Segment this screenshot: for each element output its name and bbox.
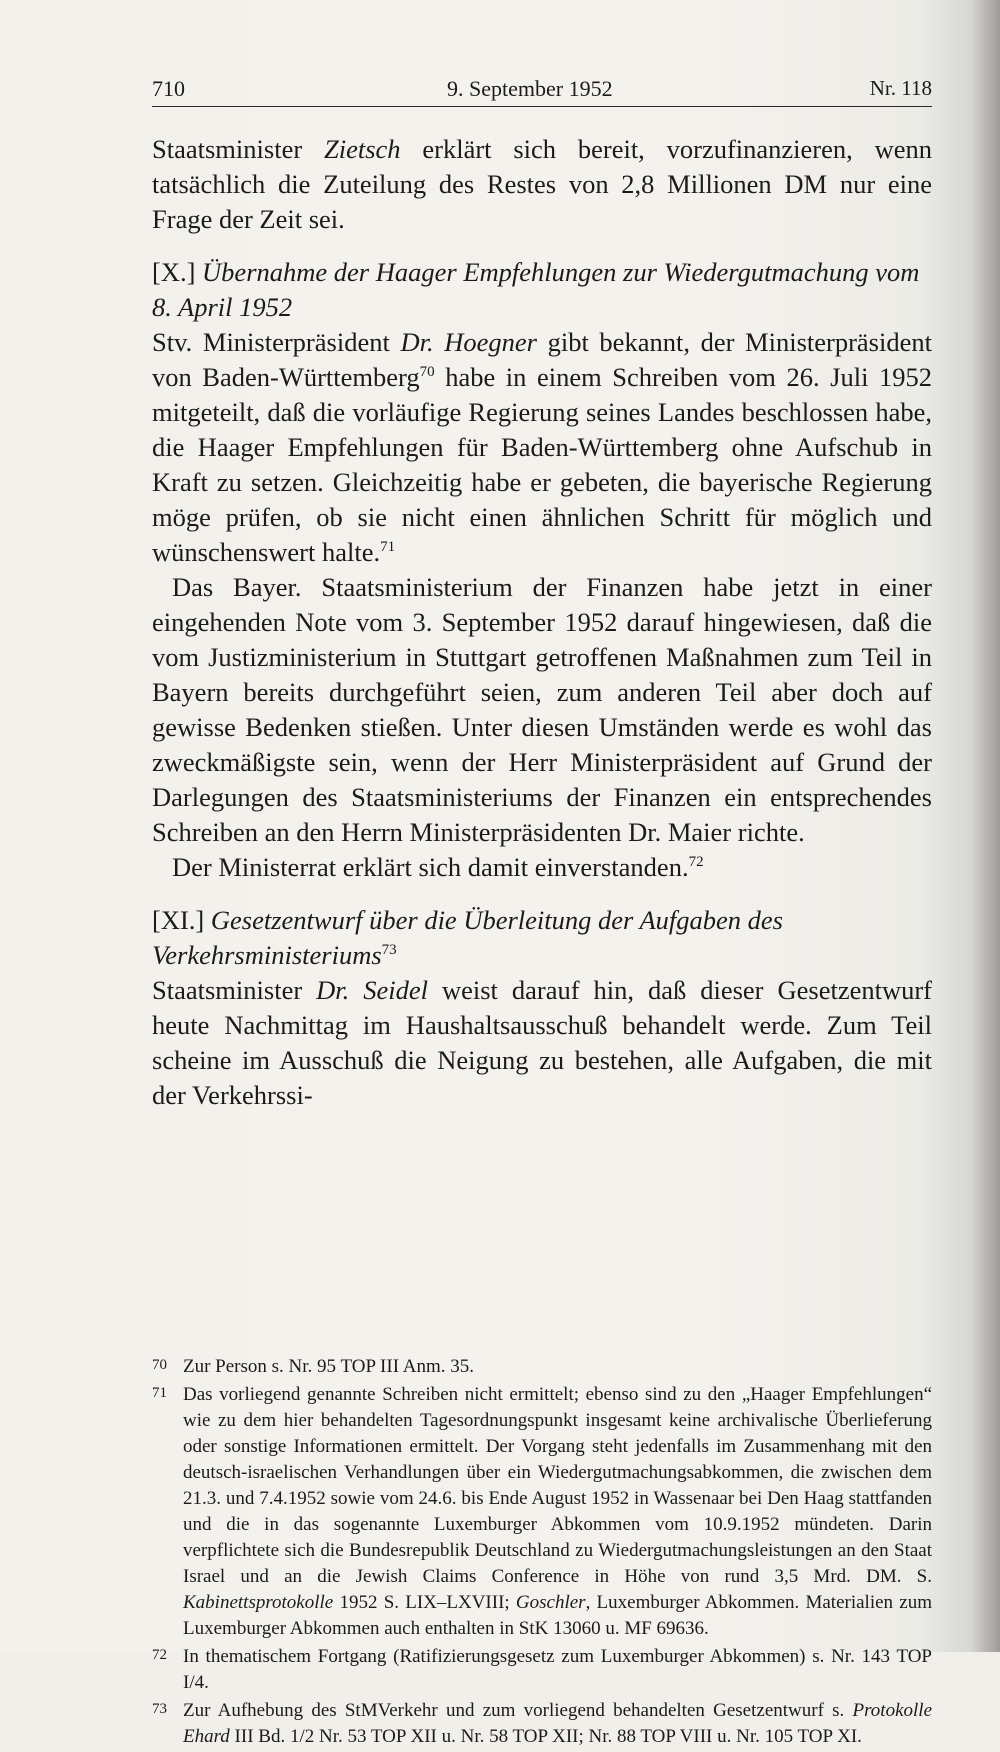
footnote-citation: Protokolle Ehard [183, 1700, 932, 1747]
text-run: Stv. Ministerpräsident [152, 327, 401, 357]
footnotes [152, 1354, 932, 1752]
page-number: 710 [152, 76, 185, 101]
text-run: erklärt sich bereit, vorzufinanzieren, wenn tatsächlich die Zuteilung des Restes von 2,8 Millionen DM nur eine Frage der Zeit sei. [152, 134, 932, 234]
agenda-title: Übernahme der Haager Empfehlungen zur Wiedergutmachung vom 8. April 1952 [152, 257, 920, 322]
footnote-number: 73 [152, 1701, 167, 1717]
footnote-citation: Goschler [515, 1592, 586, 1613]
person-name: Dr. Hoegner [400, 327, 537, 357]
footnote-ref[interactable]: 70 [419, 364, 435, 381]
footnote-70 [152, 1354, 932, 1380]
text-run: weist darauf hin, daß dieser Gesetzentwurf heute Nachmittag im Haushaltsausschuß behandelt werde. Zum Teil scheine im Ausschuß die Neigung zu bestehen, alle Aufgaben, die mit der Verkehrssi- [152, 975, 932, 1110]
person-name: Dr. Seidel [316, 975, 428, 1005]
footnote-ref[interactable]: 71 [380, 539, 396, 556]
main-text [152, 132, 932, 1113]
footnote-text: In thematischem Fortgang (Ratifizierungsgesetz zum Luxemburger Abkommen) s. Nr. 143 TOP I/4. [183, 1646, 932, 1693]
paragraph-agreement [152, 850, 932, 885]
header-document-number: Nr. 118 [869, 76, 932, 100]
footnote-ref[interactable]: 72 [688, 854, 704, 871]
footnote-number: 71 [152, 1385, 167, 1401]
footnote-text: Zur Person s. Nr. 95 TOP III Anm. 35. [183, 1356, 474, 1377]
footnote-73 [152, 1698, 932, 1750]
running-header [152, 70, 932, 110]
footnote-text: , Luxemburger Abkommen. Materialien zum Luxemburger Abkommen auch enthalten in StK 13060 u. MF 69636. [183, 1592, 932, 1639]
footnote-text: 1952 S. LIX–LXVIII; [333, 1592, 516, 1613]
paragraph-hoegner [152, 325, 932, 570]
paragraph-zietsch [152, 132, 932, 237]
footnote-number: 70 [152, 1357, 167, 1373]
footnote-ref[interactable]: 73 [381, 942, 397, 959]
paragraph-finance-ministry: Das Bayer. Staatsministerium der Finanzen habe jetzt in einer eingehenden Note vom 3. September 1952 darauf hingewiesen, daß die vom Justizministerium in Stuttgart getroffenen Maßnahmen zum Teil in Bayern bereits durchgeführt seien, zum anderen Teil aber doch auf gewisse Bedenken stießen. Unter diesen Umständen werde es wohl das zweckmäßigste sein, wenn der Herr Ministerpräsident auf Grund der Darlegungen des Staatsministeriums der Finanzen ein entsprechendes Schreiben an den Herrn Ministerpräsidenten Dr. Maier richte. [152, 572, 932, 847]
agenda-number: [X.] [152, 257, 196, 287]
agenda-heading-xi [152, 903, 932, 973]
footnote-text: III Bd. 1/2 Nr. 53 TOP XII u. Nr. 58 TOP XII; Nr. 88 TOP VIII u. Nr. 105 TOP XI. [229, 1726, 862, 1747]
text-run: habe in einem Schreiben vom 26. Juli 1952 mitgeteilt, daß die vorläufige Regierung seines Landes beschlossen habe, die Haager Empfehlungen für Baden-Württemberg ohne Aufschub in Kraft zu setzen. Gleichzeitig habe er gebeten, die bayerische Regierung möge prüfen, ob sie nicht einen ähnlichen Schritt für möglich und wünschenswert halte. [152, 362, 932, 567]
person-name: Zietsch [323, 134, 401, 164]
text-run: Staatsminister [152, 975, 317, 1005]
paragraph-seidel [152, 973, 932, 1113]
footnote-text: Das vorliegend genannte Schreiben nicht ermittelt; ebenso sind zu den „Haager Empfehlungen“ wie zu dem hier behandelten Tagesordnungspunkt insgesamt keine archivalische Überlieferung oder sonstige Informationen ermittelt. Der Vorgang steht jedenfalls im Zusammenhang mit den deutsch-israelischen Verhandlungen über ein Wiedergutmachungsabkommen, die zwischen dem 21.3. und 7.4.1952 sowie vom 24.6. bis Ende August 1952 in Wassenaar bei Den Haag stattfanden und die in das sogenannte Luxemburger Abkommen vom 10.9.1952 mündeten. Darin verpflichtete sich die Bundesrepublik Deutschland zu Wiedergutmachungsleistungen an den Staat Israel und an die Jewish Claims Conference in Höhe von rund 3,5 Mrd. DM. S. [183, 1384, 932, 1587]
agenda-number: [XI.] [152, 905, 205, 935]
footnote-text: Zur Aufhebung des StMVerkehr und zum vorliegend behandelten Gesetzentwurf s. [183, 1700, 853, 1721]
agenda-heading-x [152, 255, 932, 325]
text-run: gibt bekannt, der Ministerpräsident von Baden-Württemberg [152, 327, 932, 392]
header-rule [152, 106, 932, 107]
footnote-citation: Kabinettsprotokolle [183, 1592, 334, 1613]
footnote-71 [152, 1382, 932, 1642]
text-run: Staatsminister [152, 134, 324, 164]
footnote-number: 72 [152, 1647, 167, 1663]
header-date: 9. September 1952 [447, 76, 613, 101]
agenda-title: Gesetzentwurf über die Überleitung der Aufgaben des Verkehrsministeriums [152, 905, 783, 970]
text-run: Der Ministerrat erklärt sich damit einverstanden. [172, 852, 689, 882]
